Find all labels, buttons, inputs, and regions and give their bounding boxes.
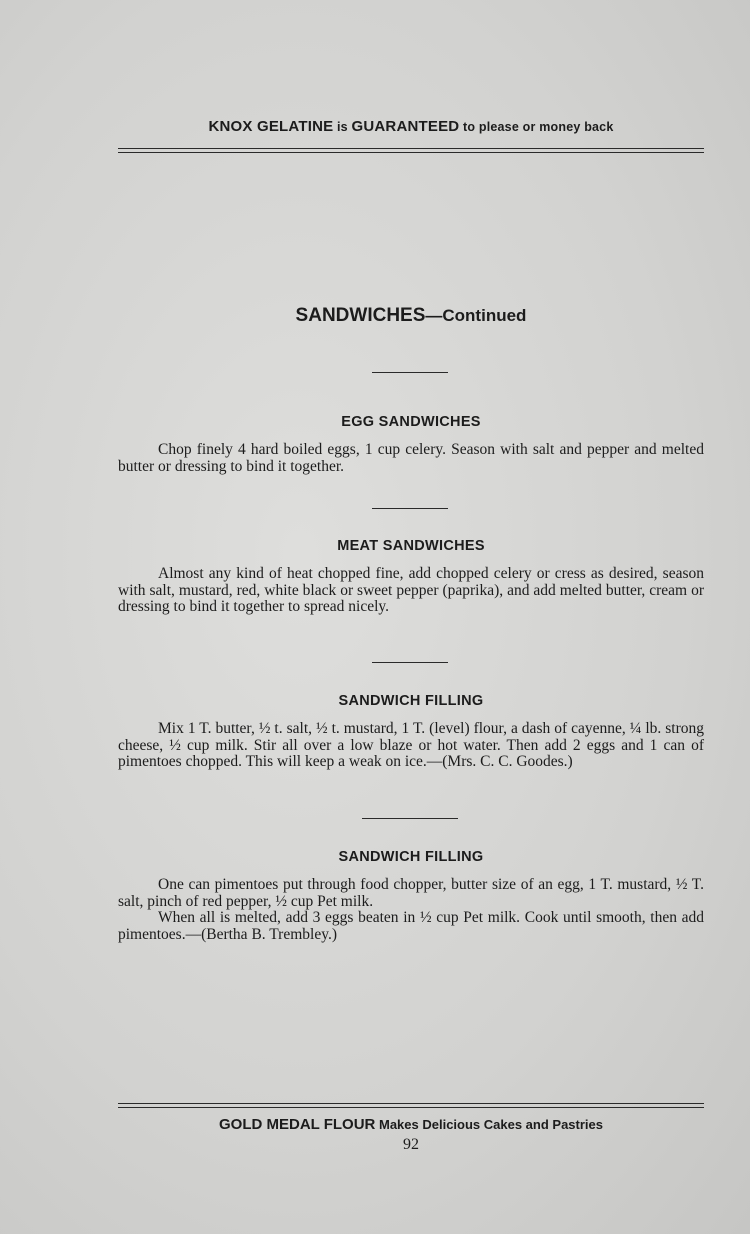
header-brand: KNOX GELATINE [208,118,334,135]
recipe-paragraph: When all is melted, add 3 eggs beaten in ½ cup Pet milk. Cook until smooth, then add pimentoes.—(Bertha B. Trembley.) [118,909,704,943]
page-title-main: SANDWICHES [295,305,426,326]
recipe-body [118,877,704,943]
header-rule [118,148,704,153]
running-header [118,118,704,135]
footer-tagline: Makes Delicious Cakes and Pastries [375,1117,603,1132]
recipe-body [118,721,704,771]
header-tagline: to please or money back [459,120,614,134]
page-title [118,305,704,327]
footer-rule [118,1103,704,1108]
running-footer [118,1116,704,1133]
recipe-paragraph: Chop finely 4 hard boiled eggs, 1 cup celery. Season with salt and pepper and melted butter or dressing to bind it together. [118,441,704,475]
header-is: is [333,120,352,134]
recipe-title: EGG SANDWICHES [341,414,481,430]
recipe-paragraph: Mix 1 T. butter, ½ t. salt, ½ t. mustard, 1 T. (level) flour, a dash of cayenne, ¼ lb. strong cheese, ½ cup milk. Stir all over a low blaze or hot water. Then add 2 eggs and 1 can of pimentoes chopped. This will keep a weak on ice.—(Mrs. C. C. Goodes.) [118,720,704,770]
page-title-continued: —Continued [425,306,527,325]
recipe-paragraph: One can pimentoes put through food chopper, butter size of an egg, 1 T. mustard, ½ T. salt, pinch of red pepper, ½ cup Pet milk. [118,876,704,910]
recipe-body [118,566,704,616]
section-divider [372,508,448,509]
recipe-title: SANDWICH FILLING [338,849,484,865]
footer-brand: GOLD MEDAL FLOUR [218,1116,376,1133]
section-divider [362,818,458,819]
recipe-body [118,442,704,475]
section-divider [372,662,448,663]
recipe-title: SANDWICH FILLING [338,693,484,709]
section-divider [372,372,448,373]
recipe-title: MEAT SANDWICHES [337,538,485,554]
header-guaranteed: GUARANTEED [351,118,460,135]
page-number: 92 [403,1136,419,1153]
recipe-paragraph: Almost any kind of heat chopped fine, add chopped celery or cress as desired, season with salt, mustard, red, white black or sweet pepper (paprika), and add melted butter, cream or dressing to bind it together to spread nicely. [118,565,704,615]
